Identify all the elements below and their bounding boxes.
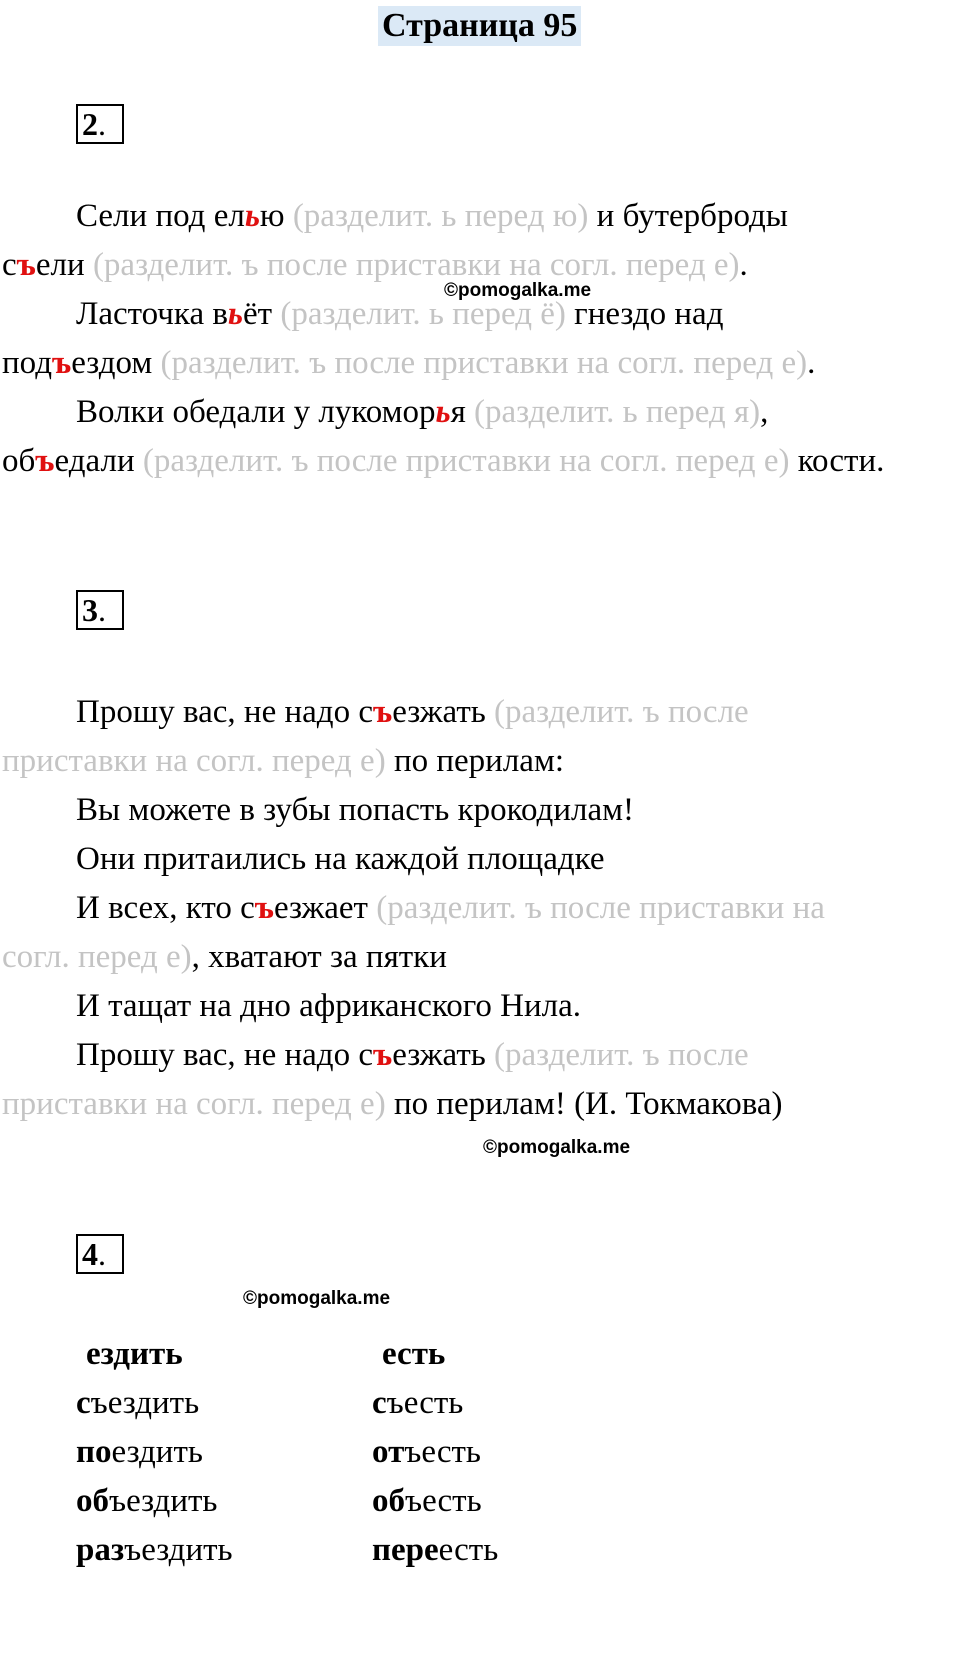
word-right-2: отъесть <box>372 1434 481 1470</box>
word-right-4: переесть <box>372 1532 499 1568</box>
ex2-line-2: съели (разделит. ъ после приставки на согл. перед е). <box>2 247 748 283</box>
word-left-4: разъездить <box>76 1532 233 1568</box>
ex3-line-1: Прошу вас, не надо съезжать (разделит. ъ после <box>76 694 749 730</box>
ex3-line-5: И всех, кто съезжает (разделит. ъ после приставки на <box>76 890 825 926</box>
word-left-3: объездить <box>76 1483 218 1519</box>
exercise-number-3: 3. <box>76 590 124 630</box>
page-title: Страница 95 <box>378 6 581 46</box>
watermark: ©pomogalka.me <box>444 280 592 301</box>
column-head-est: есть <box>382 1336 446 1372</box>
ex2-line-6: объедали (разделит. ъ после приставки на согл. перед е) кости. <box>2 443 885 479</box>
ex3-line-8: Прошу вас, не надо съезжать (разделит. ъ после <box>76 1037 749 1073</box>
ex2-line-1: Сели под елью (разделит. ь перед ю) и бутерброды <box>76 198 788 234</box>
ex3-line-9: приставки на согл. перед е) по перилам! (И. Токмакова) <box>2 1086 783 1122</box>
ex3-line-2: приставки на согл. перед е) по перилам: <box>2 743 564 779</box>
word-right-1: съесть <box>372 1385 464 1421</box>
watermark: ©pomogalka.me <box>243 1288 391 1309</box>
ex3-line-6: согл. перед е), хватают за пятки <box>2 939 447 975</box>
ex3-line-4: Они притаились на каждой площадке <box>76 841 605 877</box>
ex2-line-4: подъездом (разделит. ъ после приставки на согл. перед е). <box>2 345 816 381</box>
word-right-3: объесть <box>372 1483 482 1519</box>
word-left-2: поездить <box>76 1434 203 1470</box>
column-head-ezdit: ездить <box>86 1336 183 1372</box>
ex2-line-3: Ласточка вьёт (разделит. ь перед ё) гнездо над <box>76 296 724 332</box>
word-left-1: съездить <box>76 1385 200 1421</box>
exercise-number-4: 4. <box>76 1234 124 1274</box>
exercise-number-2: 2. <box>76 104 124 144</box>
watermark: ©pomogalka.me <box>483 1137 631 1158</box>
ex2-line-5: Волки обедали у лукоморья (разделит. ь перед я), <box>76 394 769 430</box>
ex3-line-3: Вы можете в зубы попасть крокодилам! <box>76 792 634 828</box>
ex3-line-7: И тащат на дно африканского Нила. <box>76 988 582 1024</box>
